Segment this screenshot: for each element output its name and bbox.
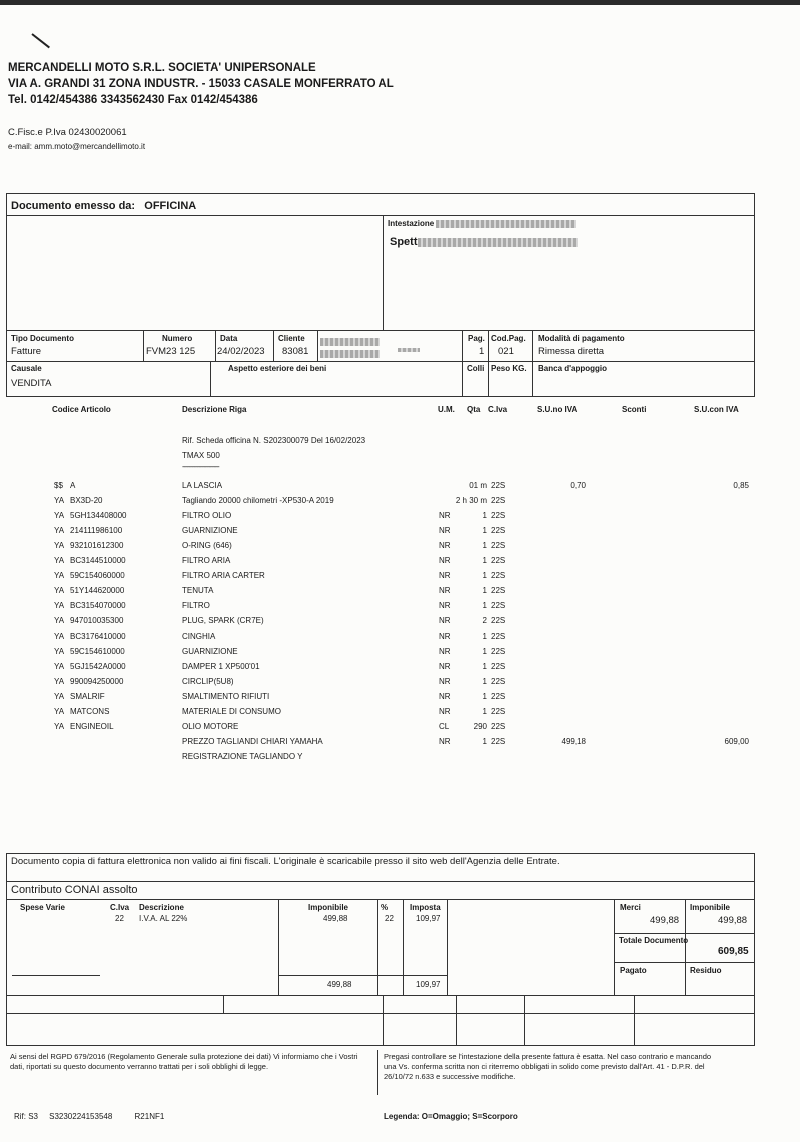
- item-um: NR: [439, 706, 451, 716]
- item-iva: 22S: [491, 511, 506, 521]
- imposta-value: 109,97: [416, 914, 441, 923]
- item-um: NR: [439, 586, 451, 596]
- item-qty: 1: [482, 661, 487, 671]
- item-qty: 1: [482, 736, 487, 746]
- item-qty: 2 h 30 m: [455, 496, 487, 506]
- item-iva: 22S: [491, 721, 506, 731]
- spese-label: Spese Varie: [20, 903, 65, 912]
- item-qty: 1: [482, 511, 487, 521]
- col-sucon: S.U.con IVA: [694, 405, 739, 414]
- vehicle-model: TMAX 500: [182, 451, 220, 460]
- item-description: MATERIALE DI CONSUMO: [182, 706, 281, 716]
- merci-value: 499,88: [650, 915, 680, 926]
- table-row: [0, 481, 800, 495]
- item-description: O-RING (646): [182, 541, 232, 551]
- codpag-label: Cod.Pag.: [491, 334, 526, 343]
- item-um: NR: [439, 541, 451, 551]
- table-row: [0, 616, 800, 630]
- intestazione: [388, 219, 576, 228]
- perc-value: 22: [385, 914, 394, 923]
- table-row: [0, 752, 800, 766]
- table-row: [0, 526, 800, 540]
- data-label: Data: [220, 334, 238, 343]
- item-iva: 22S: [491, 706, 506, 716]
- item-prefix: YA: [54, 661, 65, 671]
- item-prefix: YA: [54, 676, 65, 686]
- item-iva: 22S: [491, 736, 506, 746]
- numero-label: Numero: [162, 334, 193, 343]
- table-row: [0, 556, 800, 570]
- item-iva: 22S: [491, 571, 506, 581]
- reference-line: Rif: S3 S3230224153548 R21NF1: [14, 1112, 165, 1121]
- item-qty: 2: [482, 616, 487, 626]
- peso-label: Peso KG.: [491, 364, 527, 373]
- item-code: 59C154060000: [70, 571, 125, 581]
- total-imposta: 109,97: [416, 980, 441, 989]
- modalita-label: Modalità di pagamento: [538, 334, 625, 343]
- item-description: PLUG, SPARK (CR7E): [182, 616, 264, 626]
- imp2-value: 499,88: [718, 915, 748, 926]
- item-qty: 1: [482, 526, 487, 536]
- item-iva: 22S: [491, 541, 506, 551]
- privacy-notice: Ai sensi del RGPD 679/2016 (Regolamento Generale sulla protezione dei dati) Vi informiamo che i Vostri dati, riportati su questo documento verranno trattati per i soli obblighi di legge.: [10, 1052, 358, 1071]
- item-code: 5GJ1542A0000: [70, 661, 126, 671]
- item-prefix: YA: [54, 556, 65, 566]
- item-description: PREZZO TAGLIANDI CHIARI YAMAHA: [182, 736, 323, 746]
- redacted-address: [418, 238, 578, 247]
- item-qty: 1: [482, 556, 487, 566]
- table-row: [0, 692, 800, 706]
- issued-by-value: OFFICINA: [144, 200, 197, 212]
- verification-notice: Pregasi controllare se l'intestazione della presente fattura è esatta. Nel caso contrario e mancando una Vs. conferma scritta non ci riterremo obbligati in solido come previsto dall'Art. 41 - D.P.R. del 26/10/72 n.633 e successive modifiche.: [384, 1052, 712, 1081]
- item-description: FILTRO ARIA CARTER: [182, 571, 265, 581]
- item-iva: 22S: [491, 646, 506, 656]
- item-um: NR: [439, 556, 451, 566]
- item-qty: 1: [482, 571, 487, 581]
- item-description: CINGHIA: [182, 631, 216, 641]
- item-code: 947010035300: [70, 616, 124, 626]
- e-invoice-notice: Documento copia di fattura elettronica non valido ai fini fiscali. L'originale è scaricabile presso il sito web dell'Agenzia delle Entrate.: [11, 856, 560, 867]
- item-prefix: YA: [54, 586, 65, 596]
- totale-value: 609,85: [718, 946, 749, 957]
- item-iva: 22S: [491, 601, 506, 611]
- item-code: 5GH134408000: [70, 511, 127, 521]
- imponibile-value: 499,88: [323, 914, 348, 923]
- item-iva: 22S: [491, 526, 506, 536]
- item-iva: 22S: [491, 661, 506, 671]
- pag: 1: [479, 346, 485, 357]
- merci-label: Merci: [620, 903, 641, 912]
- item-um: NR: [439, 616, 451, 626]
- item-prefix: YA: [54, 721, 65, 731]
- scheda-ref: Rif. Scheda officina N. S202300079 Del 16/02/2023: [182, 436, 366, 445]
- table-row: [0, 586, 800, 600]
- item-description: GUARNIZIONE: [182, 646, 238, 656]
- civa-value: 22: [115, 914, 124, 923]
- intestazione-label: Intestazione: [388, 219, 435, 228]
- col-descrizione: Descrizione Riga: [182, 405, 247, 414]
- item-iva: 22S: [491, 691, 506, 701]
- table-row: [0, 511, 800, 525]
- item-description: GUARNIZIONE: [182, 526, 238, 536]
- item-code: BC3154070000: [70, 601, 126, 611]
- item-code: 990094250000: [70, 676, 124, 686]
- item-iva: 22S: [491, 556, 506, 566]
- col-um: U.M.: [438, 405, 455, 414]
- item-prefix: YA: [54, 616, 65, 626]
- col-suno: S.U.no IVA: [537, 405, 578, 414]
- item-description: CIRCLIP(5U8): [182, 676, 234, 686]
- item-iva: 22S: [491, 676, 506, 686]
- redacted-client-block: [320, 336, 380, 358]
- col-civa: C.Iva: [488, 405, 508, 414]
- item-code: BC3176410000: [70, 631, 126, 641]
- item-um: NR: [439, 676, 451, 686]
- tipo-documento-label: Tipo Documento: [11, 334, 74, 343]
- table-row: [0, 707, 800, 721]
- table-row: [0, 496, 800, 510]
- cliente: 83081: [282, 346, 309, 357]
- item-um: NR: [439, 601, 451, 611]
- item-um: NR: [439, 661, 451, 671]
- item-qty: 1: [482, 706, 487, 716]
- item-description: LA LASCIA: [182, 481, 223, 490]
- table-row: [0, 632, 800, 646]
- item-prefix: YA: [54, 631, 65, 641]
- civa-label: C.Iva: [110, 903, 130, 912]
- item-prefix: YA: [54, 511, 65, 521]
- causale-label: Causale: [11, 364, 42, 373]
- data: 24/02/2023: [217, 346, 265, 357]
- item-um: NR: [439, 691, 451, 701]
- conai-note: Contributo CONAI assolto: [11, 884, 138, 896]
- item-iva: 22S: [491, 631, 506, 641]
- issued-by: [11, 200, 196, 212]
- item-iva: 22S: [491, 496, 506, 506]
- descr-value: I.V.A. AL 22%: [139, 914, 188, 923]
- item-price-net: 0,70: [570, 481, 586, 490]
- legend-line: Legenda: O=Omaggio; S=Scorporo: [384, 1112, 518, 1121]
- pagato-label: Pagato: [620, 966, 647, 975]
- issued-by-label: Documento emesso da:: [11, 200, 136, 212]
- item-qty: 1: [482, 631, 487, 641]
- item-um: CL: [439, 721, 450, 731]
- item-description: FILTRO OLIO: [182, 511, 232, 521]
- item-prefix: YA: [54, 571, 65, 581]
- document-header-box: [6, 193, 755, 397]
- separator: ----------------------: [182, 462, 219, 471]
- item-price-net: 499,18: [561, 736, 586, 746]
- item-description: TENUTA: [182, 586, 214, 596]
- item-um: NR: [439, 526, 451, 536]
- table-row: [0, 571, 800, 585]
- item-code: 59C154610000: [70, 646, 125, 656]
- aspetto-label: Aspetto esteriore dei beni: [228, 364, 327, 373]
- table-row: [0, 601, 800, 615]
- table-row: [0, 541, 800, 555]
- col-qta: Qta: [467, 405, 481, 414]
- item-description: Tagliando 20000 chilometri -XP530-A 2019: [182, 496, 334, 506]
- item-code: 214111986100: [70, 526, 123, 536]
- item-code: 932101612300: [70, 541, 124, 551]
- item-description: REGISTRAZIONE TAGLIANDO Y: [182, 751, 303, 761]
- colli-label: Colli: [467, 364, 485, 373]
- residuo-label: Residuo: [690, 966, 722, 975]
- descr-label: Descrizione: [139, 903, 184, 912]
- modalita: Rimessa diretta: [538, 346, 604, 357]
- item-um: NR: [439, 571, 451, 581]
- item-code: A: [70, 481, 76, 490]
- item-prefix: YA: [54, 526, 65, 536]
- banca-label: Banca d'appoggio: [538, 364, 608, 373]
- scan-top-edge: [0, 0, 800, 5]
- item-price-gross: 609,00: [724, 736, 749, 746]
- company-name: MERCANDELLI MOTO S.R.L. SOCIETA' UNIPERSONALE: [8, 62, 316, 74]
- imposta-label: Imposta: [410, 903, 441, 912]
- item-iva: 22S: [491, 481, 506, 490]
- company-email: e-mail: amm.moto@mercandellimoto.it: [8, 142, 146, 151]
- item-qty: 1: [482, 646, 487, 656]
- item-qty: 290: [473, 721, 487, 731]
- codpag: 021: [498, 346, 514, 357]
- tipo-documento: Fatture: [11, 346, 42, 357]
- item-um: NR: [439, 631, 451, 641]
- col-codice: Codice Articolo: [52, 405, 111, 414]
- spett: [390, 236, 578, 248]
- item-qty: 1: [482, 541, 487, 551]
- item-prefix: YA: [54, 706, 65, 716]
- table-row: [0, 737, 800, 751]
- company-tax-id: C.Fisc.e P.Iva 02430020061: [8, 127, 127, 138]
- item-um: NR: [439, 511, 451, 521]
- item-code: ENGINEOIL: [70, 721, 114, 731]
- redacted-name: [436, 220, 576, 228]
- item-qty: 1: [482, 601, 487, 611]
- item-description: DAMPER 1 XP500'01: [182, 661, 260, 671]
- table-row: [0, 662, 800, 676]
- item-qty: 01 m: [469, 481, 487, 490]
- item-price-gross: 0,85: [733, 481, 749, 490]
- redacted-mark: [398, 344, 420, 354]
- item-prefix: $$: [54, 481, 63, 490]
- item-code: BX3D-20: [70, 496, 103, 506]
- numero: FVM23 125: [146, 346, 196, 357]
- col-sconti: Sconti: [622, 405, 647, 414]
- item-prefix: YA: [54, 646, 65, 656]
- table-row: [0, 677, 800, 691]
- item-description: FILTRO ARIA: [182, 556, 231, 566]
- totale-label: Totale Documento: [619, 936, 689, 945]
- item-iva: 22S: [491, 586, 506, 596]
- table-row: [0, 647, 800, 661]
- company-header: [8, 60, 394, 108]
- company-phone: Tel. 0142/454386 3343562430 Fax 0142/454386: [8, 94, 258, 106]
- item-prefix: YA: [54, 691, 65, 701]
- item-prefix: YA: [54, 601, 65, 611]
- item-um: NR: [439, 646, 451, 656]
- pag-label: Pag.: [468, 334, 485, 343]
- table-row: [0, 722, 800, 736]
- item-description: FILTRO: [182, 601, 210, 611]
- item-qty: 1: [482, 691, 487, 701]
- item-prefix: YA: [54, 496, 65, 506]
- item-prefix: YA: [54, 541, 65, 551]
- item-um: NR: [439, 736, 451, 746]
- company-address: VIA A. GRANDI 31 ZONA INDUSTR. - 15033 CASALE MONFERRATO AL: [8, 78, 394, 90]
- item-qty: 1: [482, 676, 487, 686]
- imponibile-label: Imponibile: [308, 903, 348, 912]
- cliente-label: Cliente: [278, 334, 305, 343]
- item-description: OLIO MOTORE: [182, 721, 239, 731]
- item-code: SMALRIF: [70, 691, 105, 701]
- causale: VENDITA: [11, 378, 52, 389]
- item-code: 51Y144620000: [70, 586, 125, 596]
- item-iva: 22S: [491, 616, 506, 626]
- imp2-label: Imponibile: [690, 903, 730, 912]
- item-code: BC3144510000: [70, 556, 126, 566]
- item-qty: 1: [482, 586, 487, 596]
- total-imponibile: 499,88: [327, 980, 352, 989]
- item-description: SMALTIMENTO RIFIUTI: [182, 691, 270, 701]
- spett-label: Spett: [390, 236, 418, 248]
- item-code: MATCONS: [70, 706, 110, 716]
- pen-mark: [31, 33, 50, 48]
- perc-label: %: [381, 903, 389, 912]
